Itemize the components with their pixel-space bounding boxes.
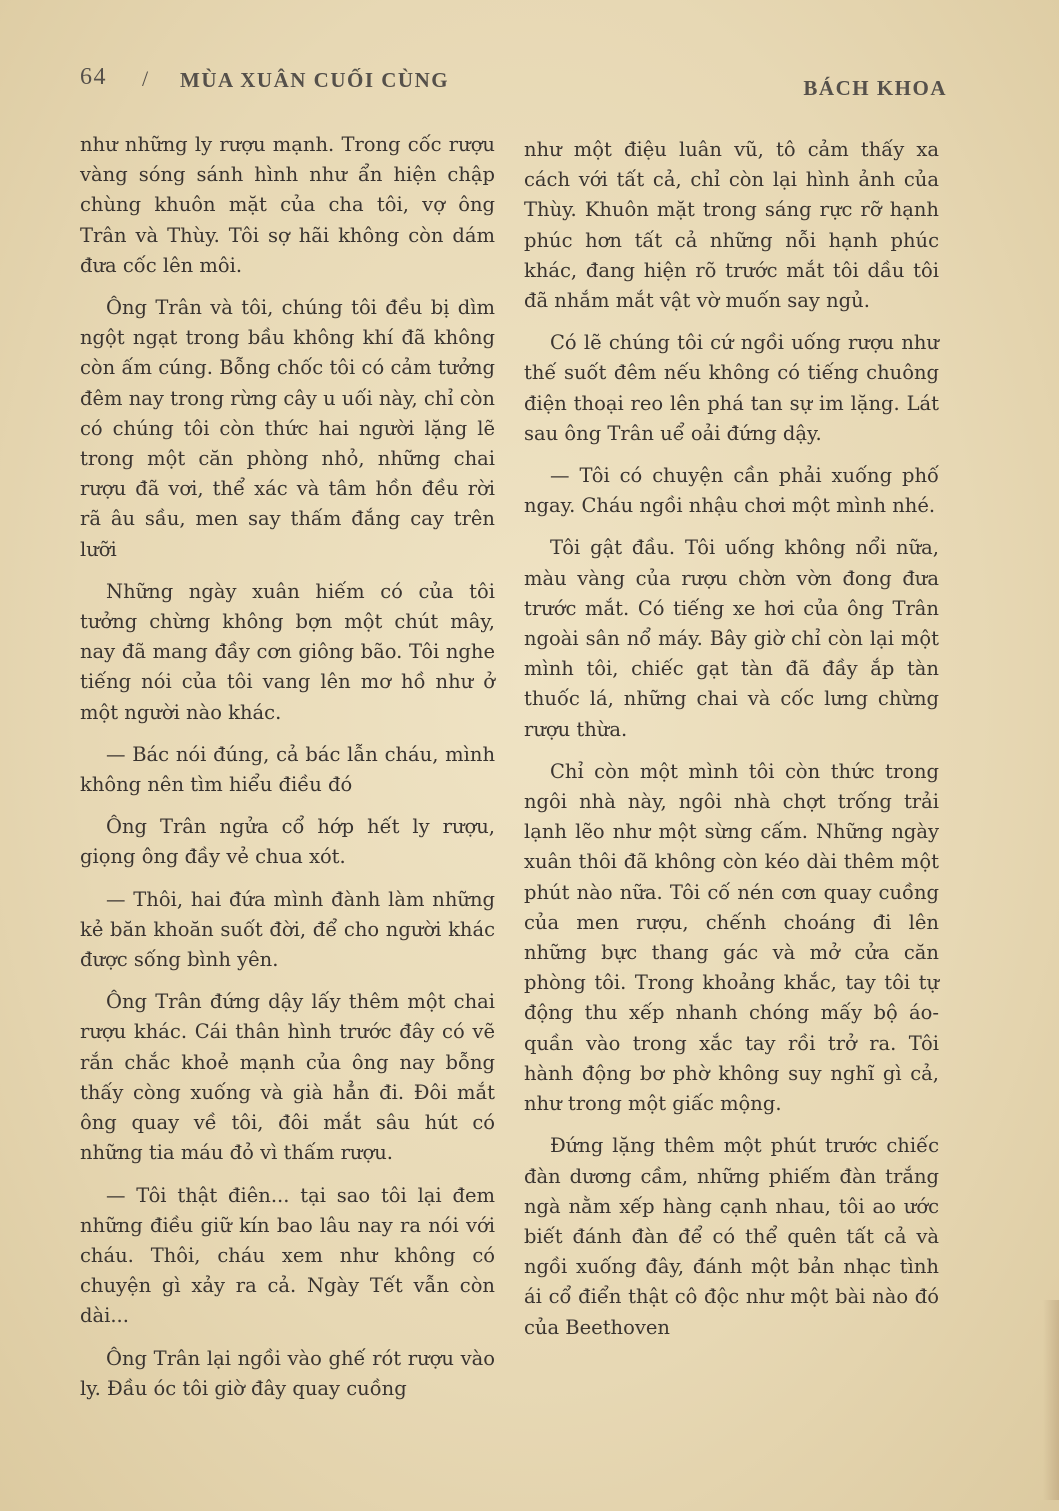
header-separator: / (142, 66, 150, 91)
magazine-name: BÁCH KHOA (803, 76, 947, 100)
right-column (524, 135, 939, 1355)
paragraph: Ông Trân ngửa cổ hớp hết ly rượu, giọng ông đầy vẻ chua xót. (80, 815, 495, 869)
paragraph: — Tôi có chuyện cần phải xuống phố ngay. Cháu ngồi nhậu chơi một mình nhé. (524, 464, 939, 518)
paragraph: Ông Trân lại ngồi vào ghế rót rượu vào ly. Đầu óc tôi giờ đây quay cuồng (80, 1346, 495, 1400)
paragraph: — Bác nói đúng, cả bác lẫn cháu, mình không nên tìm hiểu điều đó (80, 742, 495, 797)
page-header (80, 60, 947, 100)
paragraph: Có lẽ chúng tôi cứ ngồi uống rượu như thế suốt đêm nếu không có tiếng chuông điện thoại reo lên phá tan sự im lặng. Lát sau ông Trân uể oải đứng dậy. (524, 331, 939, 445)
paragraph: Ông Trân đứng dậy lấy thêm một chai rượu khác. Cái thân hình trước đây có vẽ rắn chắc khoẻ mạnh của ông nay bỗng thấy còng xuống và già hẳn đi. Đôi mắt ông quay về tôi, đôi mắt sâu hút có những tia máu đỏ vì thấm rượu. (80, 990, 495, 1165)
paragraph: Đứng lặng thêm một phút trước chiếc đàn dương cầm, những phiếm đàn trắng ngà nằm xếp hàng cạnh nhau, tôi ao ước biết đánh đàn để có thể quên tất cả và ngồi xuống đây, đánh một bản nhạc tình ái cổ điển thật cô độc như một bài nào đó của Beethoven (524, 1134, 939, 1339)
left-column (80, 130, 495, 1416)
paragraph: — Tôi thật điên... tại sao tôi lại đem những điều giữ kín bao lâu nay ra nói với cháu. Thôi, cháu xem như không có chuyện gì xảy ra cả. Ngày Tết vẫn còn dài... (80, 1183, 495, 1328)
paper-edge-stain (1043, 1300, 1059, 1500)
paragraph: Những ngày xuân hiếm có của tôi tưởng chừng không bợn một chút mây, nay đã mang đầy cơn giông bão. Tôi nghe tiếng nói của tôi vang lên mơ hồ như ở một người nào khác. (80, 579, 495, 724)
paragraph: như những ly rượu mạnh. Trong cốc rượu vàng sóng sánh hình như ẩn hiện chập chùng khuôn mặt của cha tôi, vợ ông Trân và Thùy. Tôi sợ hãi không còn dám đưa cốc lên môi. (80, 133, 495, 277)
paragraph: Ông Trân và tôi, chúng tôi đều bị dìm ngột ngạt trong bầu không khí đã không còn ấm cúng. Bỗng chốc tôi có cảm tưởng đêm nay trong rừng cây u uối này, chỉ còn có chúng tôi còn thức hai người lặng lẽ trong một căn phòng nhỏ, những chai rượu đã vơi, thể xác và tâm hồn đều rời rã âu sầu, men say thấm đắng cay trên lưỡi (80, 296, 495, 561)
page-number: 64 (80, 64, 107, 90)
paragraph: Chỉ còn một mình tôi còn thức trong ngôi nhà này, ngôi nhà chợt trống trải lạnh lẽo như một sừng cấm. Những ngày xuân thôi đã không còn kéo dài thêm một phút nào nữa. Tôi cố nén cơn quay cuồng của men rượu, chếnh choáng đi lên những bực thang gác và mở cửa căn phòng tôi. Trong khoảng khắc, tay tôi tự động thu xếp nhanh chóng mấy bộ áo-quần vào trong xắc tay rồi trở ra. Tôi hành động bơ phờ không suy nghĩ gì cả, như trong một giấc mộng. (524, 759, 939, 1116)
paragraph: như một điệu luân vũ, tô cảm thấy xa cách với tất cả, chỉ còn lại hình ảnh của Thùy. Khuôn mặt trong sáng rực rỡ hạnh phúc hơn tất cả những nỗi hạnh phúc khác, đang hiện rõ trước mắt tôi dầu tôi đã nhắm mắt vật vờ muốn say ngủ. (524, 138, 939, 313)
paragraph: — Thôi, hai đứa mình đành làm những kẻ băn khoăn suốt đời, để cho người khác được sống bình yên. (80, 887, 495, 972)
running-title: MÙA XUÂN CUỐI CÙNG (180, 68, 450, 92)
paragraph: Tôi gật đầu. Tôi uống không nổi nữa, màu vàng của rượu chờn vờn đong đưa trước mắt. Có tiếng xe hơi của ông Trân ngoài sân nổ máy. Bây giờ chỉ còn lại một mình tôi, chiếc gạt tàn đã đầy ắp tàn thuốc lá, những chai và cốc lưng chừng rượu thừa. (524, 536, 939, 741)
